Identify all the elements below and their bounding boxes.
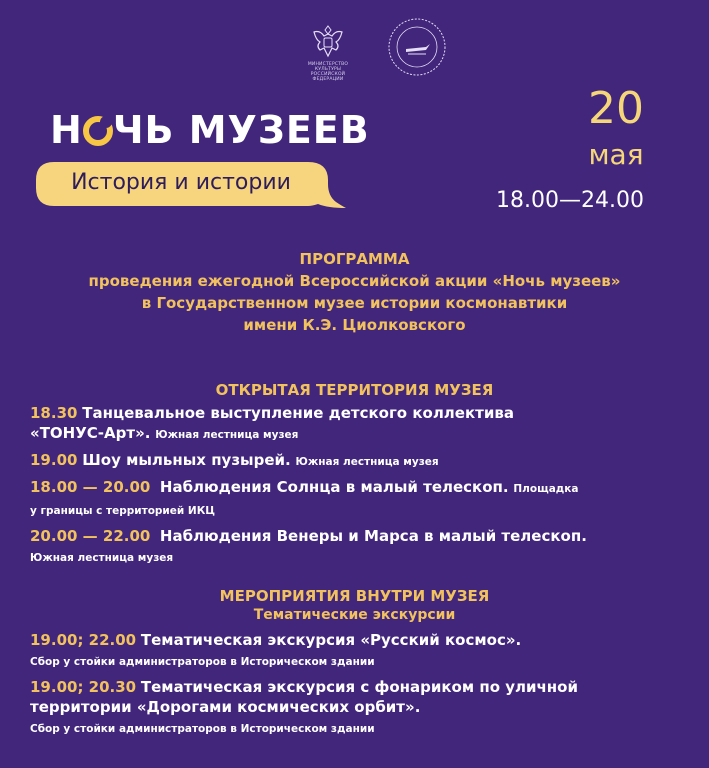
section-outdoor-title: ОТКРЫТАЯ ТЕРРИТОРИЯ МУЗЕЯ: [215, 381, 494, 399]
program-title: ПРОГРАММА: [299, 250, 410, 268]
list-item: 19.00; 20.30 Тематическая экскурсия с фонариком по уличной территории «Дорогами космических орбит». Сбор у стойки администраторов в Историческом здании: [30, 678, 578, 735]
subtitle-bubble: [36, 162, 346, 214]
event-title: Н ЧЬ МУЗЕЕВ: [50, 108, 370, 152]
event-day: 20: [588, 83, 644, 134]
event-month: мая: [588, 138, 644, 171]
list-item: 19.00 Шоу мыльных пузырей. Южная лестница музея: [30, 451, 439, 469]
coat-of-arms-icon: [306, 22, 350, 62]
program-line: в Государственном музее истории космонавтики: [141, 294, 568, 312]
program-line: проведения ежегодной Всероссийской акции «Ночь музеев»: [88, 272, 621, 290]
event-time: 18.00—24.00: [496, 188, 644, 213]
program-description: [0, 270, 709, 336]
indoor-events-list: [30, 630, 690, 744]
list-item: 18.30 Танцевальное выступление детского коллектива «ТОНУС-Арт». Южная лестница музея: [30, 404, 514, 442]
section-indoor-subtitle: Тематические экскурсии: [253, 607, 456, 623]
outdoor-events-list: [30, 403, 690, 573]
program-line: имени К.Э. Циолковского: [243, 316, 466, 334]
list-item: 19.00; 22.00 Тематическая экскурсия «Русский космос». Сбор у стойки администраторов в Историческом здании: [30, 631, 522, 668]
event-subtitle: История и истории: [71, 170, 291, 195]
ministry-caption: МИНИСТЕРСТВО КУЛЬТУРЫ РОССИЙСКОЙ ФЕДЕРАЦИИ: [307, 62, 349, 82]
list-item: 20.00 — 22.00 Наблюдения Венеры и Марса в малый телескоп. Южная лестница музея: [30, 527, 587, 564]
museum-seal-icon: [386, 16, 448, 78]
list-item: 18.00 — 20.00 Наблюдения Солнца в малый телескоп. Площадка у границы с территорией ИКЦ: [30, 478, 579, 517]
moon-letter-icon: [83, 113, 113, 147]
section-indoor-title: МЕРОПРИЯТИЯ ВНУТРИ МУЗЕЯ: [219, 587, 490, 605]
partner-logos: [300, 14, 460, 84]
